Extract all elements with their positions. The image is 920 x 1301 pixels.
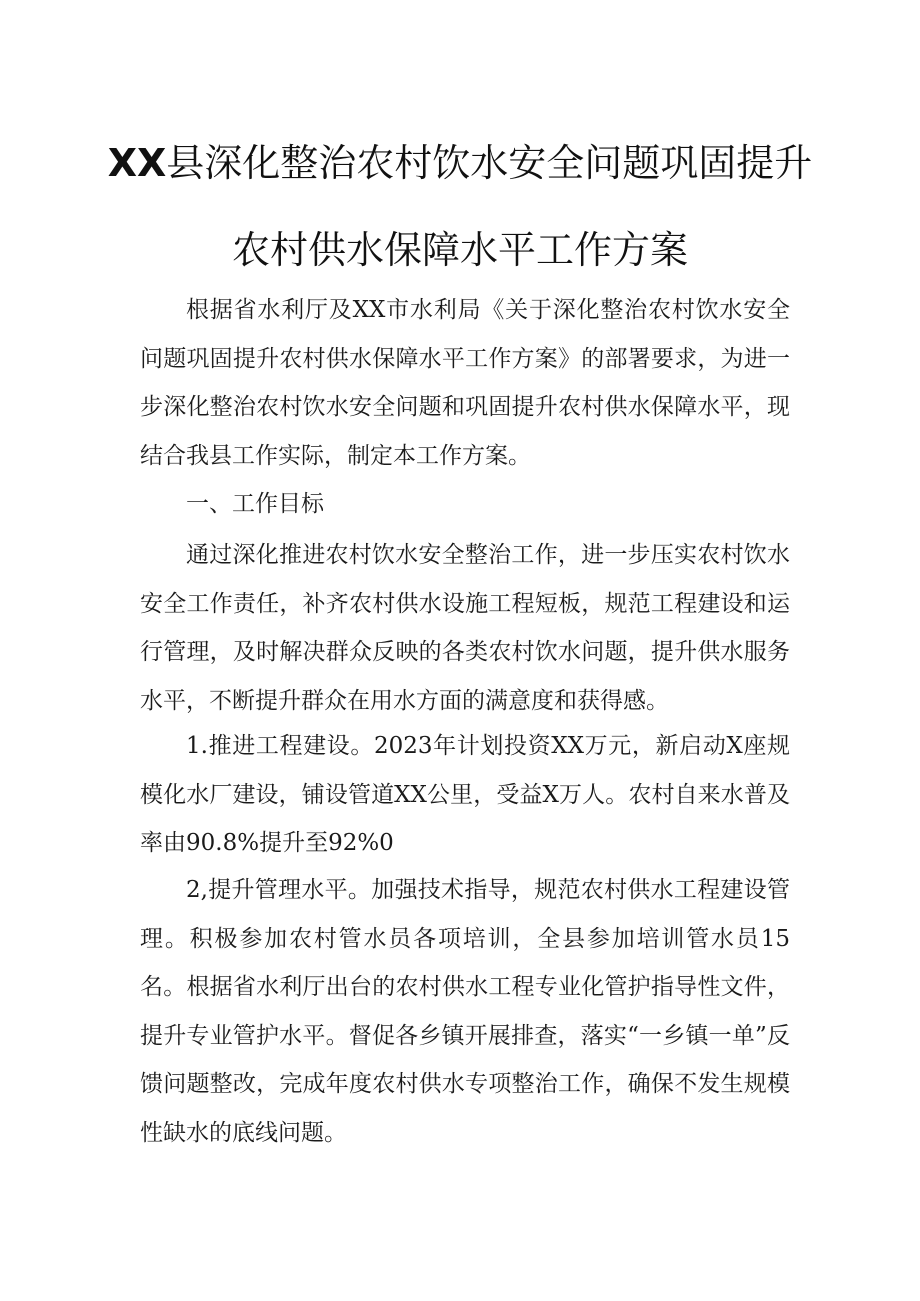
document-title-line-1 (0, 141, 920, 185)
section-heading-work-goals: 一、工作目标 (186, 491, 324, 517)
paragraph-item-2-management: 2,提升管理水平。加强技术指导，规范农村供水工程建设管理。积极参加农村管水员各项培训，全县参加培训管水员15名。根据省水利厅出台的农村供水工程专业化管护指导性文件，提升专业管护水平。督促各乡镇开展排查，落实“一乡镇一单”反馈问题整改，完成年度农村供水专项整治工作，确保不发生规模性缺水的底线问题。 (140, 877, 790, 1146)
paragraph-goals: 通过深化推进农村饮水安全整治工作，进一步压实农村饮水安全工作责任，补齐农村供水设施工程短板，规范工程建设和运行管理，及时解决群众反映的各类农村饮水问题，提升供水服务水平，不断提升群众在用水方面的满意度和获得感。 (140, 542, 790, 714)
title-county-placeholder: XX (107, 141, 167, 185)
paragraph-introduction: 根据省水利厅及XX市水利局《关于深化整治农村饮水安全问题巩固提升农村供水保障水平工作方案》的部署要求，为进一步深化整治农村饮水安全问题和巩固提升农村供水保障水平，现结合我县工作实际，制定本工作方案。 (140, 297, 790, 469)
title-line-1-text: 县深化整治农村饮水安全问题巩固提升 (166, 141, 813, 185)
document-title-line-2: 农村供水保障水平工作方案 (231, 228, 688, 272)
paragraph-item-1-construction: 1.推进工程建设。2023年计划投资XX万元，新启动X座规模化水厂建设，铺设管道XX公里，受益X万人。农村自来水普及率由90.8%提升至92%0 (140, 733, 790, 856)
